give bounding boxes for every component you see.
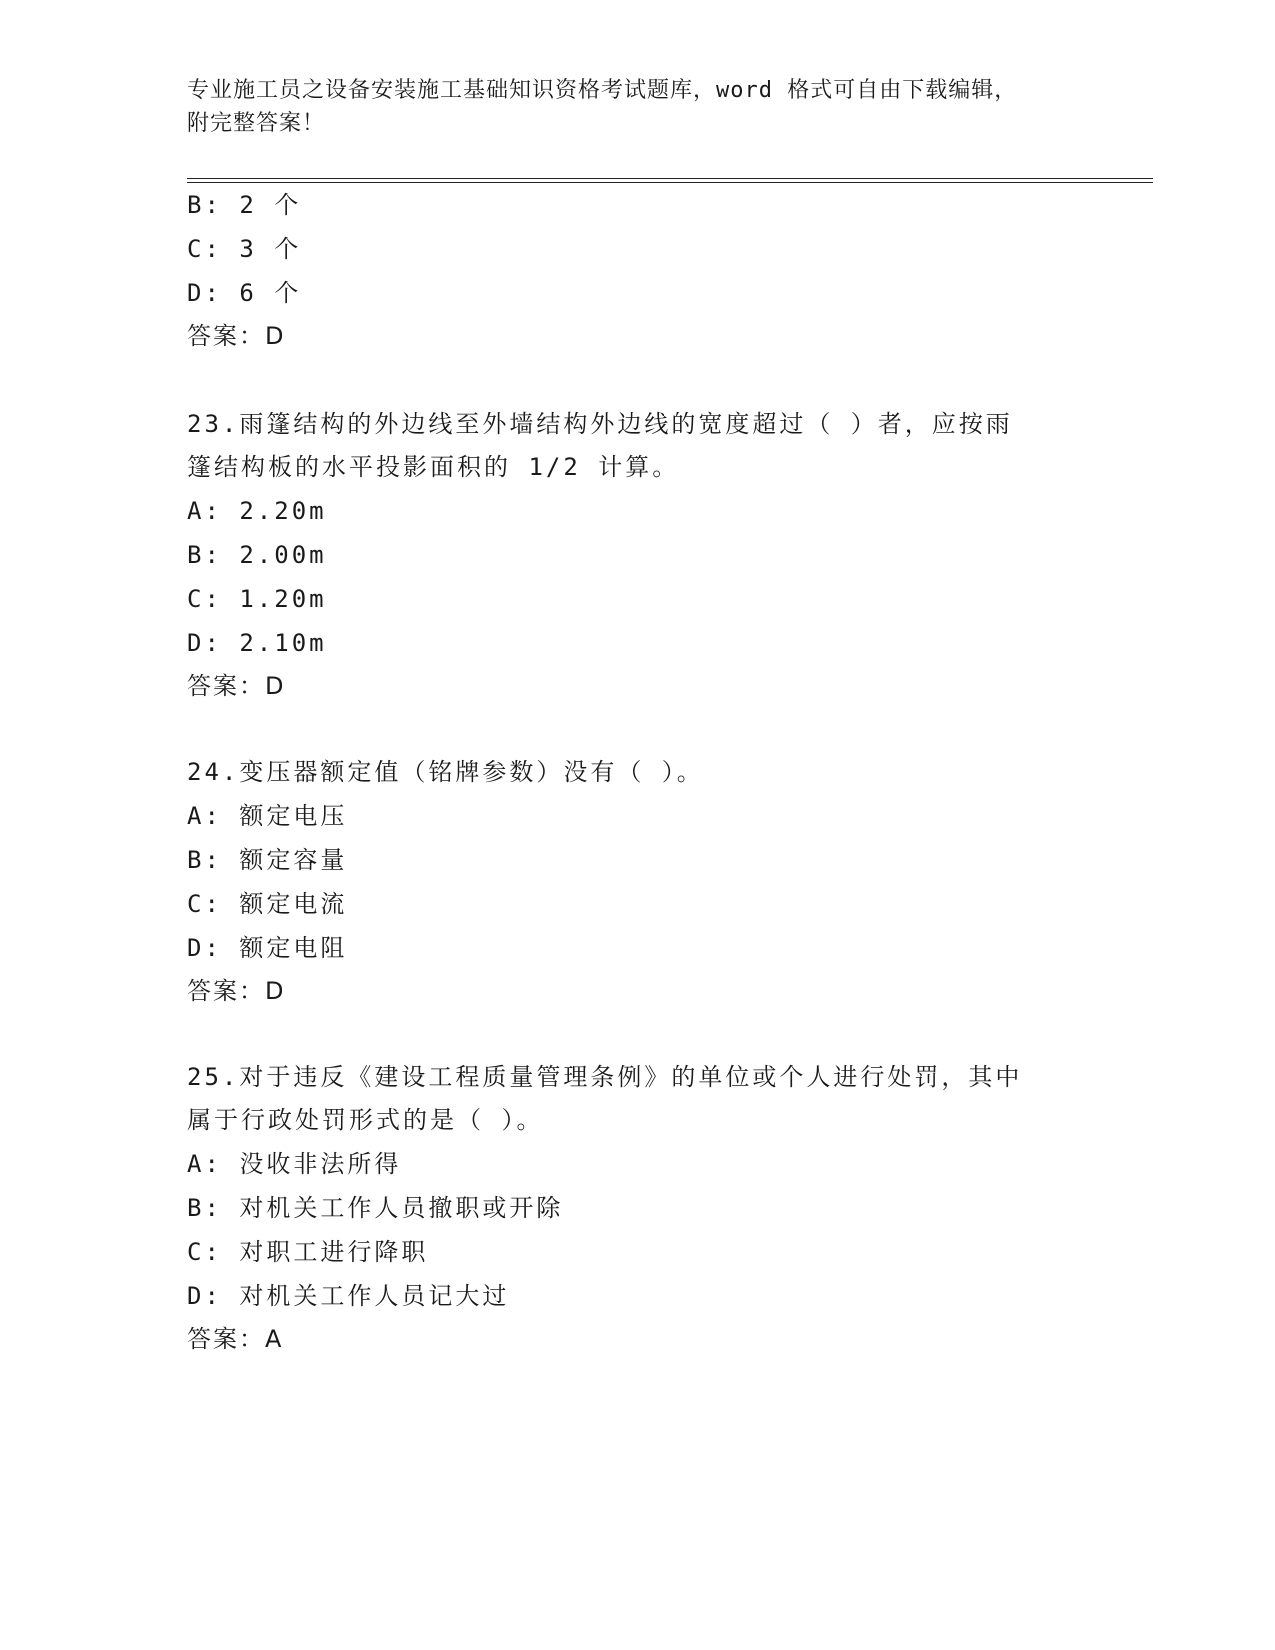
question-text: 25.对于违反《建设工程质量管理条例》的单位或个人进行处罚，其中	[187, 1063, 1023, 1091]
question-text: 24.变压器额定值（铭牌参数）没有（ ）。	[187, 758, 704, 786]
option-line: C: 3 个	[187, 235, 302, 263]
header-divider-bottom	[187, 182, 1153, 183]
option-line: C: 对职工进行降职	[187, 1238, 429, 1266]
option-line: D: 6 个	[187, 279, 302, 307]
question-text: 23.雨篷结构的外边线至外墙结构外边线的宽度超过（ ）者，应按雨	[187, 410, 1013, 438]
answer-line: 答案：D	[187, 672, 286, 700]
option-line: B: 对机关工作人员撤职或开除	[187, 1194, 564, 1222]
option-line: C: 1.20m	[187, 585, 327, 613]
question-text: 属于行政处罚形式的是（ ）。	[187, 1106, 544, 1134]
option-line: B: 额定容量	[187, 846, 348, 874]
option-line: B: 2.00m	[187, 541, 327, 569]
header-line-2: 附完整答案！	[187, 111, 326, 136]
question-text: 篷结构板的水平投影面积的 1/2 计算。	[187, 453, 680, 481]
answer-line: 答案：D	[187, 322, 286, 350]
document-header	[187, 74, 1087, 140]
answer-line: 答案：D	[187, 977, 286, 1005]
option-line: A: 2.20m	[187, 497, 327, 525]
option-line: A: 额定电压	[187, 802, 348, 830]
answer-line: 答案：A	[187, 1325, 284, 1353]
option-line: B: 2 个	[187, 191, 302, 219]
option-line: D: 额定电阻	[187, 934, 348, 962]
header-divider-top	[187, 178, 1153, 179]
header-line-1: 专业施工员之设备安装施工基础知识资格考试题库，word 格式可自由下载编辑，	[187, 78, 1018, 103]
option-line: A: 没收非法所得	[187, 1150, 402, 1178]
option-line: C: 额定电流	[187, 890, 348, 918]
option-line: D: 对机关工作人员记大过	[187, 1282, 510, 1310]
option-line: D: 2.10m	[187, 629, 327, 657]
